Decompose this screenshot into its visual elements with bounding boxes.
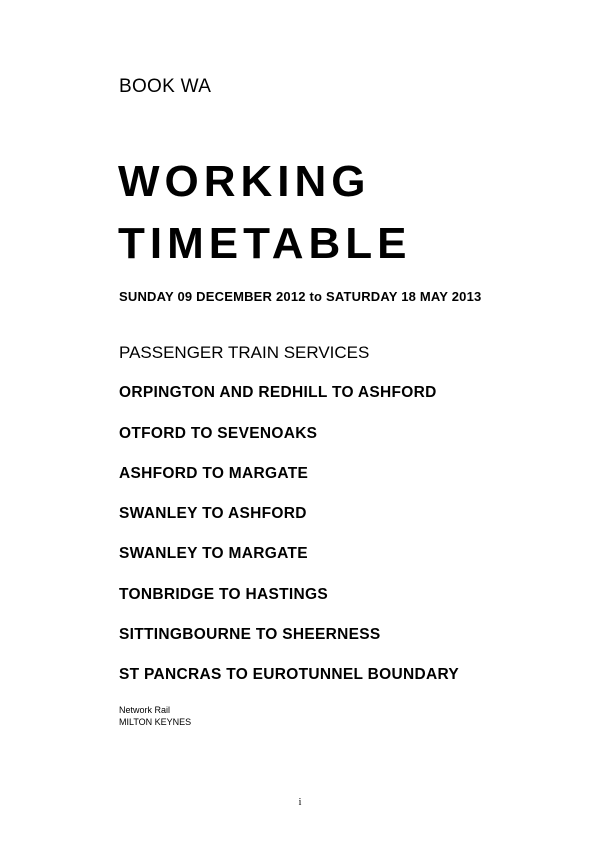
route-item: SWANLEY TO ASHFORD <box>119 505 307 522</box>
publisher-location: MILTON KEYNES <box>119 717 192 727</box>
services-heading: PASSENGER TRAIN SERVICES <box>119 343 370 362</box>
date-range: SUNDAY 09 DECEMBER 2012 to SATURDAY 18 MAY 2013 <box>119 289 482 304</box>
page-number: i <box>298 797 302 808</box>
route-item: OTFORD TO SEVENOAKS <box>119 425 318 442</box>
title-line-1: WORKING <box>118 157 371 206</box>
route-item: ORPINGTON AND REDHILL TO ASHFORD <box>119 384 437 401</box>
route-item: SITTINGBOURNE TO SHEERNESS <box>119 626 381 643</box>
publisher-name: Network Rail <box>119 705 171 715</box>
route-item: ASHFORD TO MARGATE <box>119 465 309 482</box>
publisher-block <box>119 704 191 728</box>
book-label: BOOK WA <box>119 76 212 97</box>
route-item: SWANLEY TO MARGATE <box>119 545 308 562</box>
route-item: TONBRIDGE TO HASTINGS <box>119 586 328 603</box>
title-line-2: TIMETABLE <box>118 219 412 268</box>
route-item: ST PANCRAS TO EUROTUNNEL BOUNDARY <box>119 666 460 683</box>
